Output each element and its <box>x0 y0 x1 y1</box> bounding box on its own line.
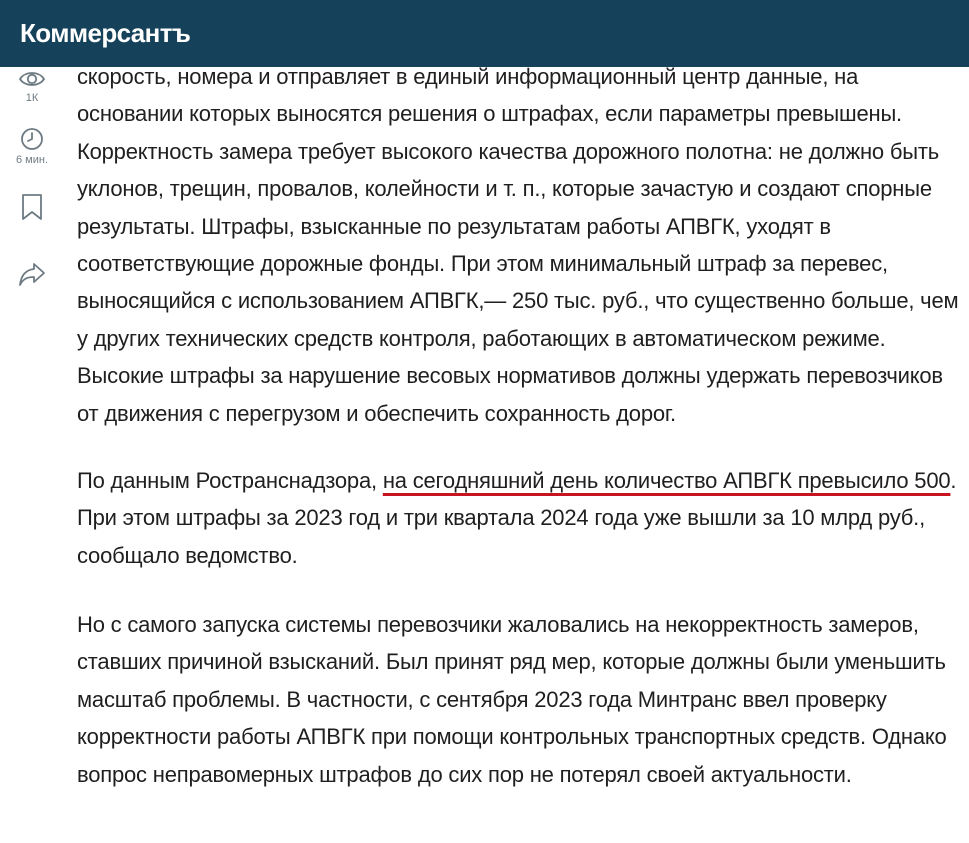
site-header <box>0 0 969 67</box>
bookmark-icon <box>21 193 43 221</box>
share-button[interactable] <box>0 261 64 287</box>
read-time-label: 6 мин. <box>15 154 48 166</box>
bookmark-button[interactable] <box>0 193 64 221</box>
views-counter <box>0 69 64 105</box>
article-paragraph: скорость, номера и отправляет в единый информационный центр данные, на основании которых выносятся решения о штрафах, если параметры превышены. Корректность замера требует высокого качества дорожного полотна: не должно быть уклонов, трещин, провалов, колейности и т. п., которые зачастую и создают спорные результаты. Штрафы, взысканные по результатам работы АПВГК, уходят в соответствующие дорожные фонды. При этом минимальный штраф за перевес, выносящийся с использованием АПВГК,— 250 тыс. руб., что существенно больше, чем у других технических средств контроля, работающих в автоматическом режиме. Высокие штрафы за нарушение весовых нормативов должны удержать перевозчиков от движения с перегрузом и обеспечить сохранность дорог. <box>77 64 959 426</box>
article-paragraph: Но с самого запуска системы перевозчики жаловались на некорректность замеров, ставших причиной взысканий. Был принят ряд мер, которые должны были уменьшить масштаб проблемы. В частности, с сентября 2023 года Минтранс ввел проверку корректности работы АПВГК при помощи контрольных транспортных средств. Однако вопрос неправомерных штрафов до сих пор не потерял своей актуальности. <box>77 612 947 787</box>
article-paragraph-highlighted <box>77 462 967 574</box>
paragraph-text-after: . При этом штрафы за 2023 год и три квартала 2024 года уже вышли за 10 млрд руб., сообщало ведомство. <box>77 468 957 568</box>
eye-icon <box>18 69 46 89</box>
site-logo[interactable]: Коммерсантъ <box>20 18 191 48</box>
highlighted-statement: на сегодняшний день количество АПВГК превысило 500 <box>382 468 951 493</box>
paragraph-text-before: По данным Ространснадзора, <box>77 468 383 493</box>
views-count: 1К <box>25 92 39 104</box>
clock-icon <box>20 127 44 151</box>
read-time <box>0 127 64 167</box>
share-icon <box>18 261 46 287</box>
